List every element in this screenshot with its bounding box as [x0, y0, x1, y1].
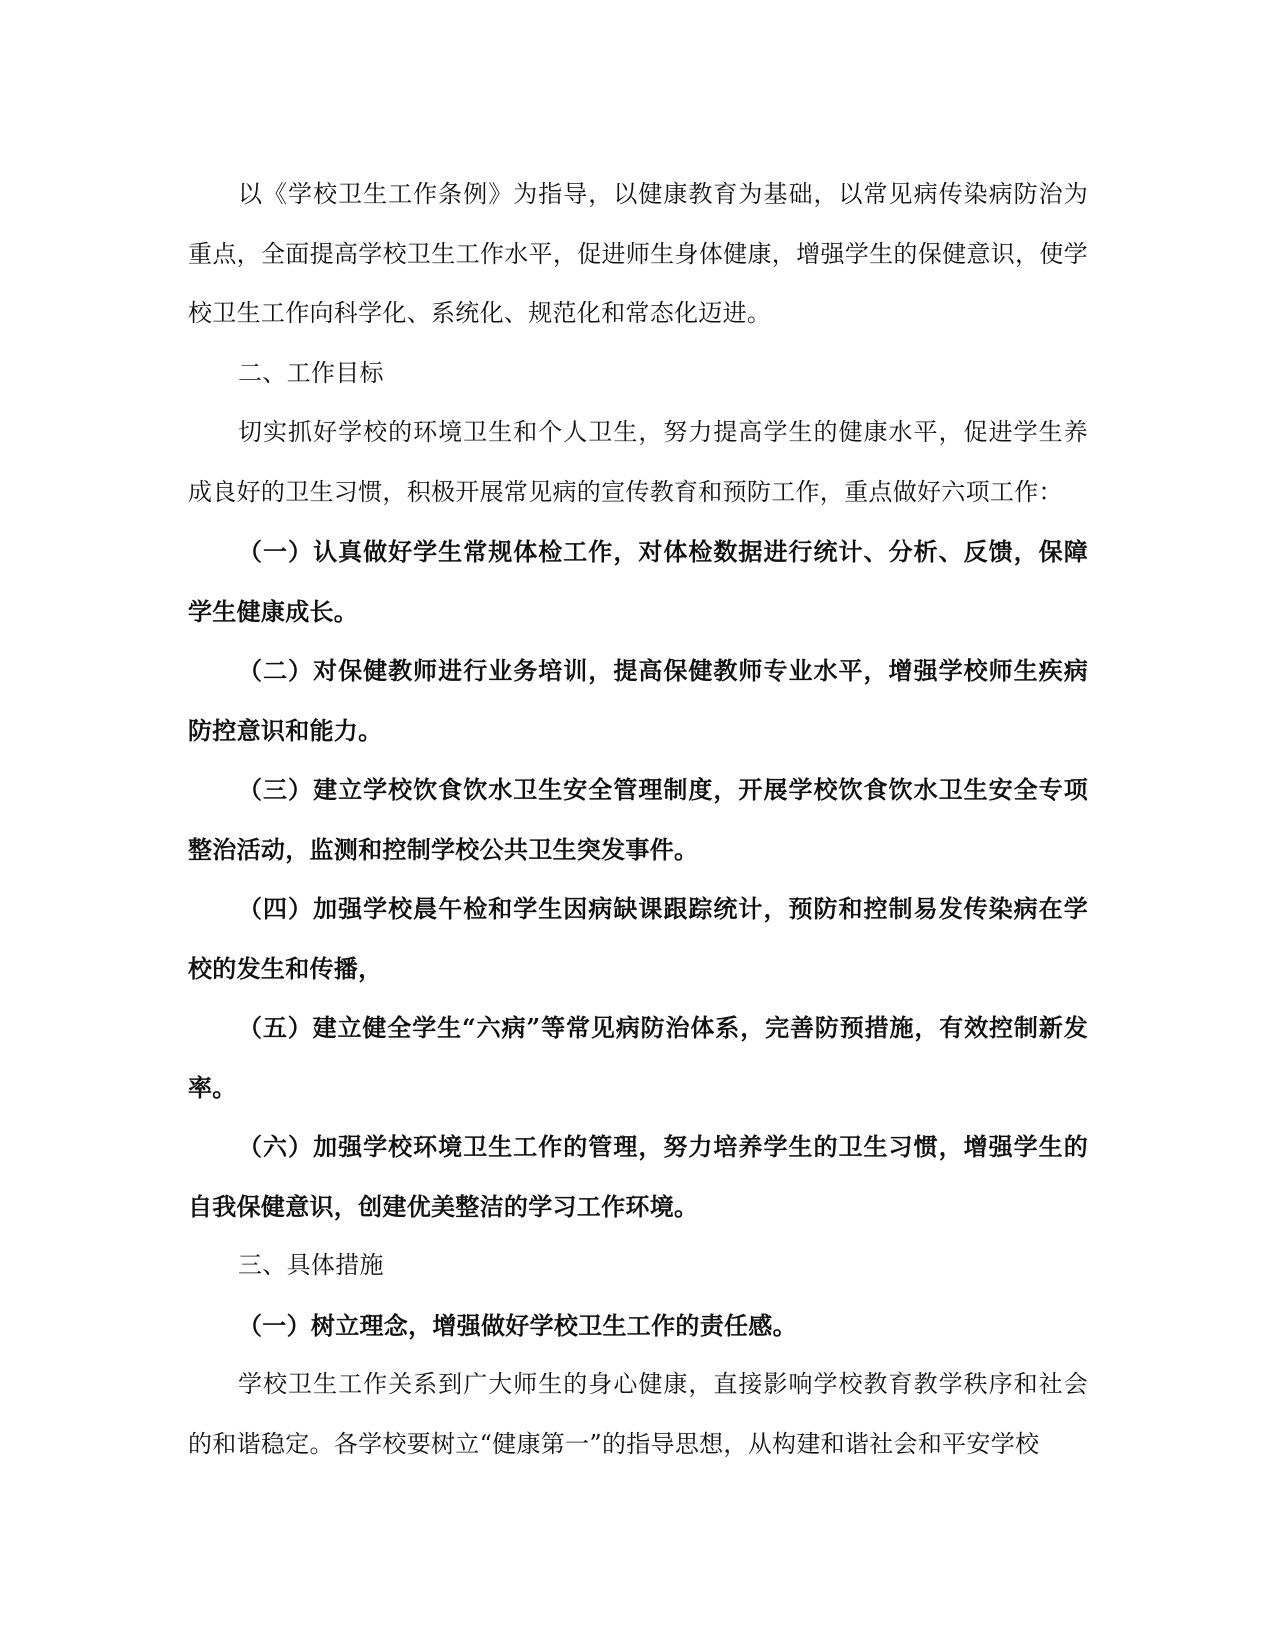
- goal-item-3: （三）建立学校饮食饮水卫生安全管理制度，开展学校饮食饮水卫生安全专项整治活动，监测和控制学校公共卫生突发事件。: [188, 775, 1088, 864]
- paragraph-measure-1-body: 学校卫生工作关系到广大师生的身心健康，直接影响学校教育教学秩序和社会的和谐稳定。各学校要树立“健康第一”的指导思想，从构建和谐社会和平安学校: [188, 1370, 1088, 1458]
- goal-item-2: （二）对保健教师进行业务培训，提高保健教师专业水平，增强学校师生疾病防控意识和能力。: [188, 656, 1088, 745]
- section-heading-goals: 二、工作目标: [238, 358, 384, 387]
- goal-item-6: （六）加强学校环境卫生工作的管理，努力培养学生的卫生习惯，增强学生的自我保健意识，创建优美整洁的学习工作环境。: [188, 1132, 1088, 1221]
- document-body: [188, 165, 1088, 1474]
- paragraph-guiding-principle: 以《学校卫生工作条例》为指导，以健康教育为基础，以常见病传染病防治为重点，全面提高学校卫生工作水平，促进师生身体健康，增强学生的保健意识，使学校卫生工作向科学化、系统化、规范化和常态化迈进。: [188, 180, 1088, 327]
- goal-item-1: （一）认真做好学生常规体检工作，对体检数据进行统计、分析、反馈，保障学生健康成长。: [188, 537, 1088, 626]
- measure-item-1: （一）树立理念，增强做好学校卫生工作的责任感。: [238, 1310, 797, 1340]
- goal-item-5: （五）建立健全学生“六病”等常见病防治体系，完善防预措施，有效控制新发率。: [188, 1013, 1088, 1102]
- section-heading-measures: 三、具体措施: [238, 1251, 384, 1279]
- paragraph-goals-intro: 切实抓好学校的环境卫生和个人卫生，努力提高学生的健康水平，促进学生养成良好的卫生习惯，积极开展常见病的宣传教育和预防工作，重点做好六项工作：: [188, 418, 1088, 506]
- goal-item-4: （四）加强学校晨午检和学生因病缺课跟踪统计，预防和控制易发传染病在学校的发生和传播，: [188, 894, 1088, 983]
